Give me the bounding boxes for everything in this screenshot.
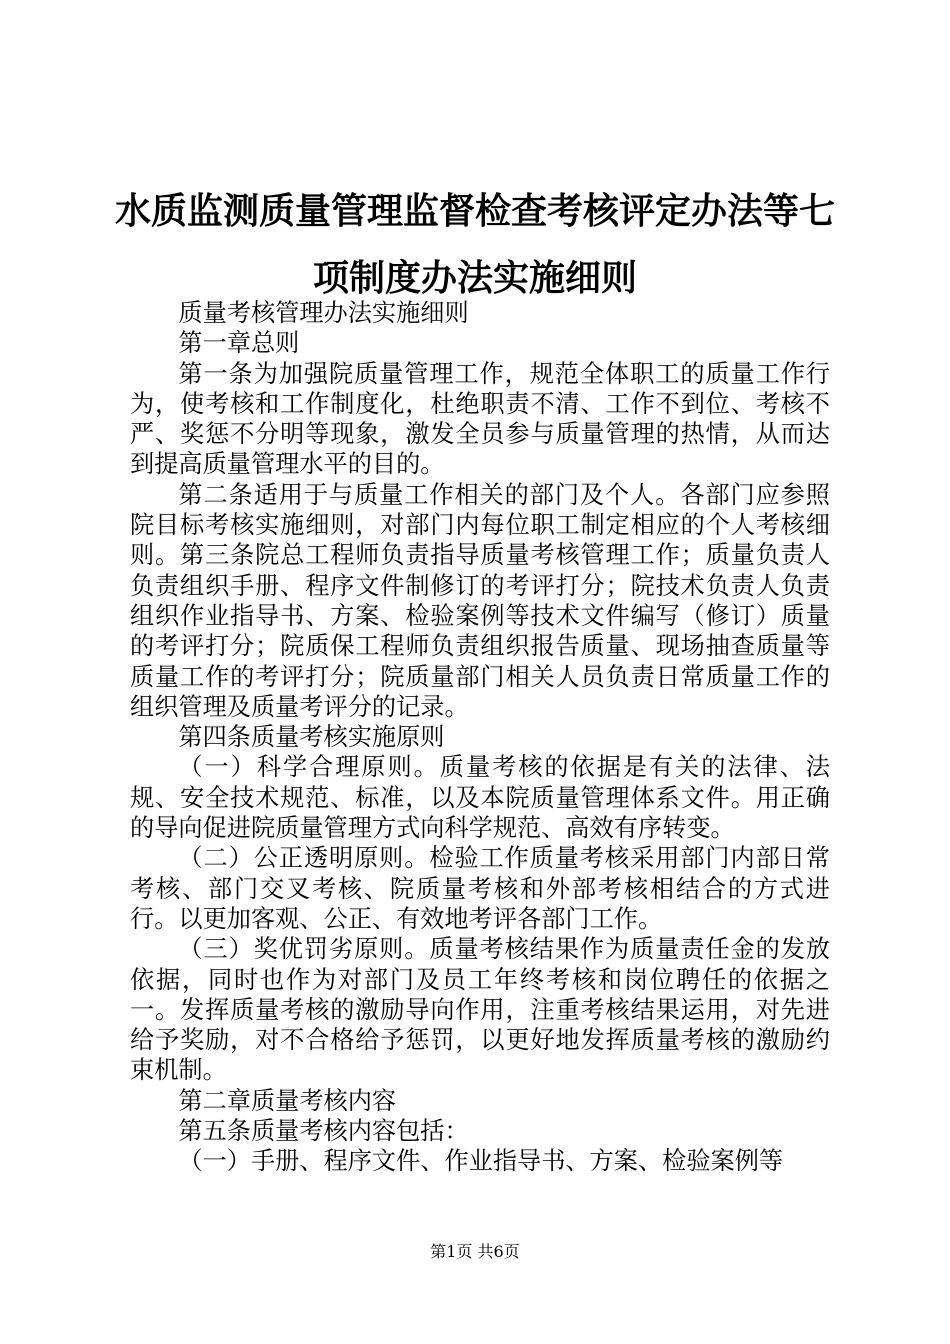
section-heading: 质量考核管理办法实施细则	[178, 299, 469, 327]
document-body	[130, 298, 830, 1177]
body-paragraph: （三）奖优罚劣原则。质量考核结果作为质量责任金的发放依据，同时也作为对部门及员工年终考核和岗位聘任的依据之一。发挥质量考核的激励导向作用，注重考核结果运用，对先进给予奖励，对不合格给予惩罚，以更好地发挥质量考核的激励约束机制。	[130, 935, 830, 1085]
body-paragraph: 第二条适用于与质量工作相关的部门及个人。各部门应参照院目标考核实施细则，对部门内每位职工制定相应的个人考核细则。第三条院总工程师负责指导质量考核管理工作；质量负责人负责组织手册、程序文件制修订的考评打分；院技术负责人负责组织作业指导书、方案、检验案例等技术文件编写（修订）质量的考评打分；院质保工程师负责组织报告质量、现场抽查质量等质量工作的考评打分；院质量部门相关人员负责日常质量工作的组织管理及质量考评分的记录。	[130, 480, 830, 721]
body-paragraph: （一）科学合理原则。质量考核的依据是有关的法律、法规、安全技术规范、标准，以及本院质量管理体系文件。用正确的导向促进院质量管理方式向科学规范、高效有序转变。	[130, 753, 830, 843]
body-paragraph: 第一条为加强院质量管理工作，规范全体职工的质量工作行为，使考核和工作制度化，杜绝职责不清、工作不到位、考核不严、奖惩不分明等现象，激发全员参与质量管理的热情，从而达到提高质量管理水平的目的。	[130, 359, 830, 479]
page-number-footer: 第1页 共6页	[430, 1242, 520, 1261]
chapter-heading: 第二章质量考核内容	[178, 1086, 397, 1115]
chapter-heading: 第一章总则	[178, 329, 300, 358]
article-heading: 第四条质量考核实施原则	[178, 723, 445, 752]
body-paragraph: （二）公正透明原则。检验工作质量考核采用部门内部日常考核、部门交叉考核、院质量考核和外部考核相结合的方式进行。以更加客观、公正、有效地考评各部门工作。	[130, 844, 830, 933]
article-heading: 第五条质量考核内容包括：	[178, 1117, 469, 1146]
document-title: 水质监测质量管理监督检查考核评定办法等七项制度办法实施细则	[114, 190, 835, 299]
body-paragraph: （一）手册、程序文件、作业指导书、方案、检验案例等	[178, 1147, 784, 1176]
